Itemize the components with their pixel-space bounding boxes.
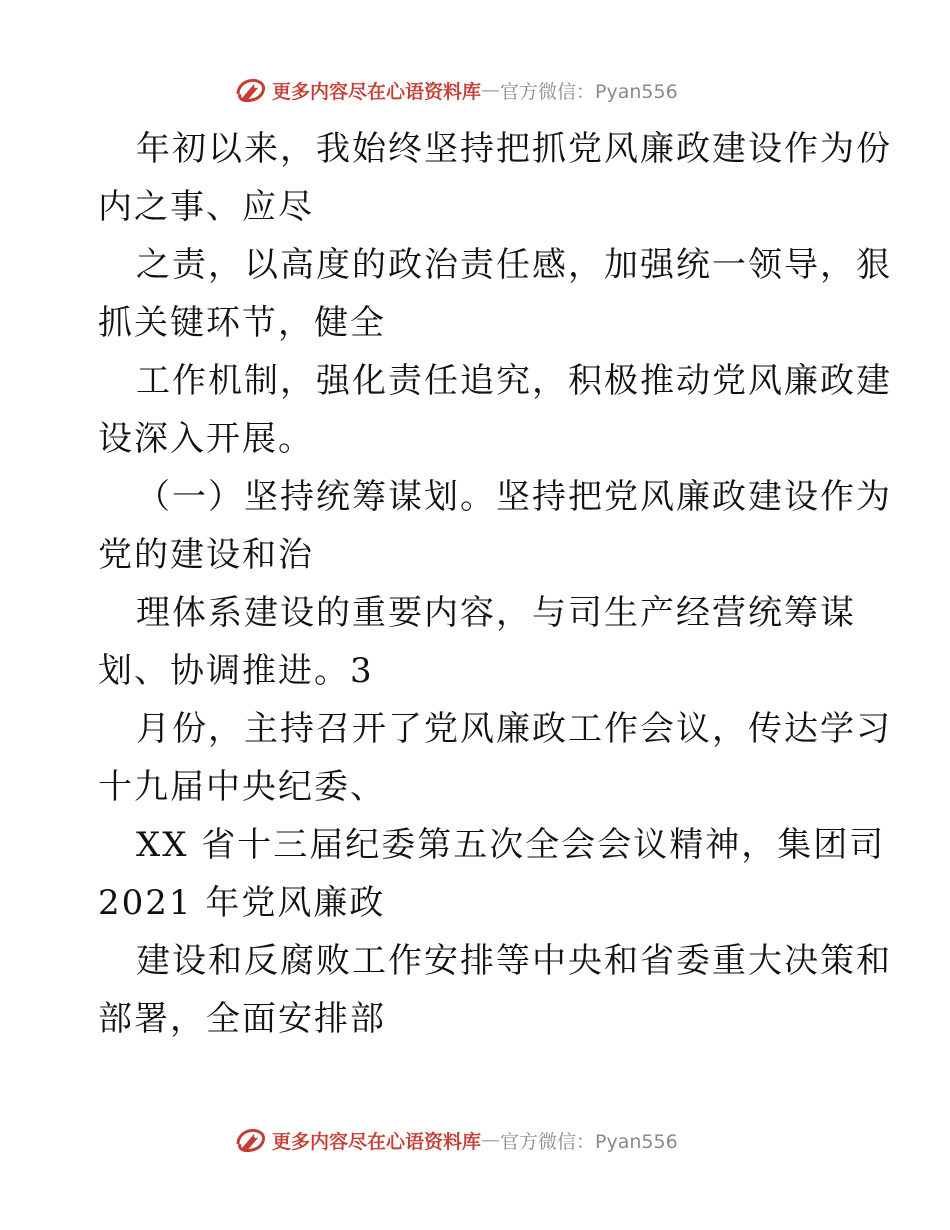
body-line: 内之事、应尽 <box>98 187 314 227</box>
body-line: 年初以来，我始终坚持把抓党风廉政建设作为份 <box>136 129 892 169</box>
body-line: XX 省十三届纪委第五次全会会议精神，集团司 <box>136 825 886 865</box>
red-pen-swirl-logo-icon <box>232 1122 268 1158</box>
body-line: 设深入开展。 <box>98 419 314 459</box>
body-line: 之责，以高度的政治责任感，加强统一领导，狠 <box>136 245 892 285</box>
body-line: 工作机制，强化责任追究，积极推动党风廉政建 <box>136 361 892 401</box>
body-line: 十九届中央纪委、 <box>98 767 386 807</box>
body-line: 2021 年党风廉政 <box>98 883 386 923</box>
body-line: （一）坚持统筹谋划。坚持把党风廉政建设作为 <box>136 477 892 517</box>
header-watermark-banner <box>232 70 752 110</box>
body-line: 划、协调推进。3 <box>98 651 374 691</box>
body-line: 建设和反腐败工作安排等中央和省委重大决策和 <box>136 941 892 981</box>
banner-sub-text: 官方微信：Pyan556 <box>500 80 678 103</box>
banner-main-text: 更多内容尽在心语资料库 <box>272 80 482 103</box>
banner-sub-text: 官方微信：Pyan556 <box>500 1130 678 1153</box>
body-line: 部署，全面安排部 <box>98 999 386 1039</box>
banner-dash: — <box>481 1129 501 1151</box>
red-pen-swirl-logo-icon <box>232 72 268 108</box>
banner-main-text: 更多内容尽在心语资料库 <box>272 1130 482 1153</box>
body-line: 月份，主持召开了党风廉政工作会议，传达学习 <box>136 709 892 749</box>
banner-dash: — <box>481 79 501 101</box>
footer-watermark-banner <box>232 1120 752 1160</box>
document-body <box>98 126 892 1054</box>
body-line: 党的建设和治 <box>98 535 314 575</box>
body-line: 理体系建设的重要内容，与司生产经营统筹谋 <box>136 593 856 633</box>
body-line: 抓关键环节，健全 <box>98 303 386 343</box>
